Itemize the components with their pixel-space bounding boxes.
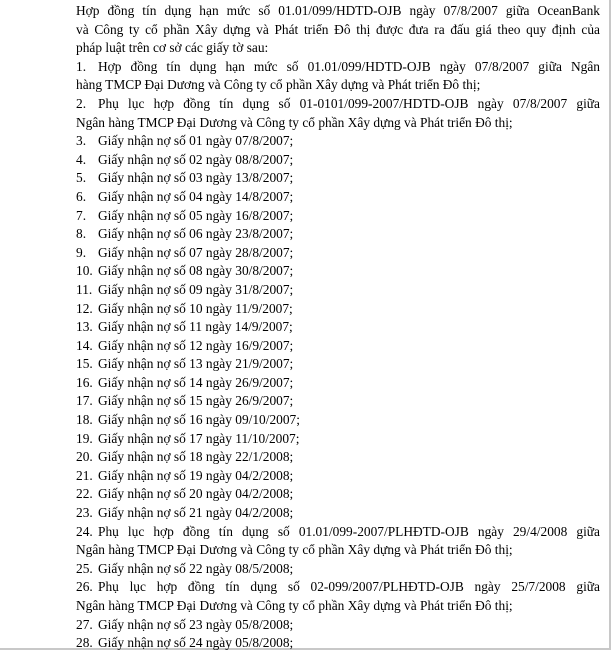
list-item	[76, 616, 600, 635]
list-item	[76, 448, 600, 467]
item-text: Giấy nhận nợ số 04 ngày 14/8/2007;	[98, 188, 294, 204]
intro-line-2: và Công ty cổ phần Xây dựng và Phát triển Đô thị được đưa ra đấu giá theo quy định của	[76, 21, 600, 37]
list-item	[76, 523, 600, 560]
list-item	[76, 318, 600, 337]
item-number: 20.	[76, 449, 93, 465]
list-item	[76, 188, 600, 207]
item-text: Giấy nhận nợ số 05 ngày 16/8/2007;	[98, 207, 294, 223]
item-text: Giấy nhận nợ số 07 ngày 28/8/2007;	[98, 244, 294, 260]
list-item	[76, 151, 600, 170]
intro-line-1: Hợp đồng tín dụng hạn mức số 01.01/099/HDTD-OJB ngày 07/8/2007 giữa OceanBank	[76, 3, 600, 18]
item-text: Phụ lục hợp đồng tín dụng số 01-0101/099-2007/HDTD-OJB ngày 07/8/2007 giữa	[98, 95, 600, 111]
document-body	[76, 2, 600, 653]
item-number: 14.	[76, 337, 93, 353]
item-text: Giấy nhận nợ số 03 ngày 13/8/2007;	[98, 170, 294, 186]
item-text: Giấy nhận nợ số 21 ngày 04/2/2008;	[98, 505, 294, 521]
item-number: 28.	[76, 635, 93, 651]
item-number: 15.	[76, 356, 93, 372]
item-number: 16.	[76, 374, 93, 390]
item-number: 4.	[76, 151, 87, 167]
list-item	[76, 244, 600, 263]
item-text: Giấy nhận nợ số 15 ngày 26/9/2007;	[98, 393, 294, 409]
item-text: Giấy nhận nợ số 13 ngày 21/9/2007;	[98, 356, 294, 372]
item-number: 22.	[76, 486, 93, 502]
item-text: Giấy nhận nợ số 08 ngày 30/8/2007;	[98, 263, 294, 279]
item-number: 5.	[76, 170, 87, 186]
item-text: Ngân hàng TMCP Đại Dương và Công ty cổ phần Xây dựng và Phát triển Đô thị;	[76, 114, 513, 130]
item-text: Giấy nhận nợ số 09 ngày 31/8/2007;	[98, 281, 294, 297]
list-item	[76, 262, 600, 281]
item-text: Giấy nhận nợ số 23 ngày 05/8/2008;	[98, 616, 294, 632]
item-number: 1.	[76, 58, 87, 74]
item-text: Giấy nhận nợ số 01 ngày 07/8/2007;	[98, 133, 294, 149]
item-number: 3.	[76, 133, 87, 149]
item-number: 12.	[76, 300, 93, 316]
item-number: 11.	[76, 281, 93, 297]
item-text: Giấy nhận nợ số 24 ngày 05/8/2008;	[98, 635, 294, 651]
item-number: 6.	[76, 188, 87, 204]
item-text: Phụ lục hợp đồng tín dụng số 01.01/099-2007/PLHĐTD-OJB ngày 29/4/2008 giữa	[98, 523, 600, 539]
item-number: 27.	[76, 616, 93, 632]
item-text: Phụ lục hợp đồng tín dụng số 02-099/2007/PLHĐTD-OJB ngày 25/7/2008 giữa	[98, 579, 600, 595]
item-number: 23.	[76, 505, 93, 521]
intro-line-3: pháp luật trên cơ sở các giấy tờ sau:	[76, 40, 269, 56]
list-item	[76, 374, 600, 393]
list-item	[76, 467, 600, 486]
list-item	[76, 169, 600, 188]
list-item	[76, 355, 600, 374]
item-text: Giấy nhận nợ số 02 ngày 08/8/2007;	[98, 151, 294, 167]
item-number: 19.	[76, 430, 93, 446]
list-item	[76, 207, 600, 226]
list-item	[76, 504, 600, 523]
item-text: Giấy nhận nợ số 14 ngày 26/9/2007;	[98, 374, 294, 390]
item-number: 7.	[76, 207, 87, 223]
item-number: 24.	[76, 523, 93, 539]
list-item	[76, 337, 600, 356]
item-number: 2.	[76, 95, 87, 111]
item-text: Giấy nhận nợ số 20 ngày 04/2/2008;	[98, 486, 294, 502]
item-text: Giấy nhận nợ số 10 ngày 11/9/2007;	[98, 300, 293, 316]
item-number: 8.	[76, 226, 87, 242]
list-item	[76, 95, 600, 132]
item-number: 10.	[76, 263, 93, 279]
item-number: 9.	[76, 244, 87, 260]
list-item	[76, 411, 600, 430]
item-text: Ngân hàng TMCP Đại Dương và Công ty cổ phần Xây dựng và Phát triển Đô thị;	[76, 542, 513, 558]
item-number: 25.	[76, 560, 93, 576]
item-text: hàng TMCP Đại Dương và Công ty cổ phần Xây dựng và Phát triển Đô thị;	[76, 77, 481, 93]
list-item	[76, 578, 600, 615]
list-item	[76, 430, 600, 449]
item-text: Giấy nhận nợ số 12 ngày 16/9/2007;	[98, 337, 294, 353]
list-item	[76, 485, 600, 504]
item-number: 17.	[76, 393, 93, 409]
item-number: 13.	[76, 319, 93, 335]
item-text: Hợp đồng tín dụng hạn mức số 01.01/099/HDTD-OJB ngày 07/8/2007 giữa Ngân	[98, 58, 600, 74]
list-item	[76, 300, 600, 319]
item-text: Ngân hàng TMCP Đại Dương và Công ty cổ phần Xây dựng và Phát triển Đô thị;	[76, 598, 513, 613]
list-item	[76, 392, 600, 411]
item-text: Giấy nhận nợ số 18 ngày 22/1/2008;	[98, 449, 294, 465]
list-item	[76, 225, 600, 244]
item-number: 26.	[76, 579, 93, 595]
list-item	[76, 560, 600, 579]
item-text: Giấy nhận nợ số 16 ngày 09/10/2007;	[98, 412, 300, 428]
item-text: Giấy nhận nợ số 06 ngày 23/8/2007;	[98, 226, 294, 242]
item-text: Giấy nhận nợ số 22 ngày 08/5/2008;	[98, 560, 294, 576]
list-item	[76, 281, 600, 300]
item-number: 18.	[76, 412, 93, 428]
list-item	[76, 58, 600, 95]
item-text: Giấy nhận nợ số 19 ngày 04/2/2008;	[98, 467, 294, 483]
list-item	[76, 132, 600, 151]
item-number: 21.	[76, 467, 93, 483]
item-text: Giấy nhận nợ số 17 ngày 11/10/2007;	[98, 430, 300, 446]
item-text: Giấy nhận nợ số 11 ngày 14/9/2007;	[98, 319, 293, 335]
